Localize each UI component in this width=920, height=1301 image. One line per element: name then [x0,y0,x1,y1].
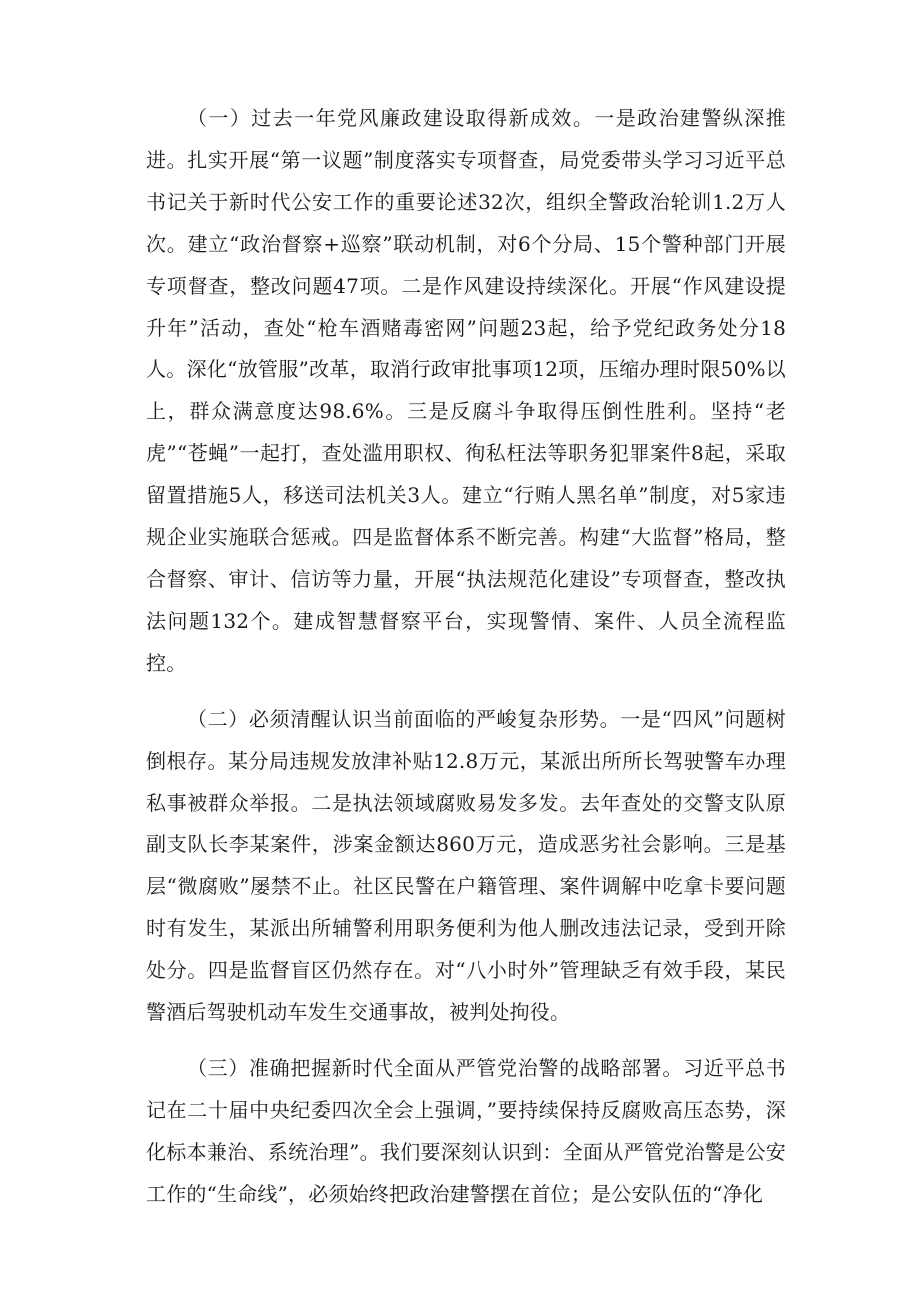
document-page [146,98,786,1230]
paragraph-1: （一）过去一年党风廉政建设取得新成效。一是政治建警纵深推进。扎实开展“第一议题”制度落实专项督查，局党委带头学习习近平总书记关于新时代公安工作的重要论述32次，组织全警政治轮训1.2万人次。建立“政治督察+巡察”联动机制，对6个分局、15个警种部门开展专项督查，整改问题47项。二是作风建设持续深化。开展“作风建设提升年”活动，查处“枪车酒赌毒密网”问题23起，给予党纪政务处分18人。深化“放管服”改革，取消行政审批事项12项，压缩办理时限50%以上，群众满意度达98.6%。三是反腐斗争取得压倒性胜利。坚持“老虎”“苍蝇”一起打，查处滥用职权、徇私枉法等职务犯罪案件8起，采取留置措施5人，移送司法机关3人。建立“行贿人黑名单”制度，对5家违规企业实施联合惩戒。四是监督体系不断完善。构建“大监督”格局，整合督察、审计、信访等力量，开展“执法规范化建设”专项督查，整改执法问题132个。建成智慧督察平台，实现警情、案件、人员全流程监控。 [146,106,786,675]
paragraph-3: （三）准确把握新时代全面从严管党治警的战略部署。习近平总书记在二十届中央纪委四次全会上强调，”要持续保持反腐败高压态势，深化标本兼治、系统治理”。我们要深刻认识到：全面从严管党治警是公安工作的“生命线”，必须始终把政治建警摆在首位；是公安队伍的“净化 [146,1055,786,1206]
paragraph-2: （二）必须清醒认识当前面临的严峻复杂形势。一是“四风”问题树倒根存。某分局违规发放津补贴12.8万元，某派出所所长驾驶警车办理私事被群众举报。二是执法领域腐败易发多发。去年查处的交警支队原副支队长李某案件，涉案金额达860万元，造成恶劣社会影响。三是基层“微腐败”屡禁不止。社区民警在户籍管理、案件调解中吃拿卡要问题时有发生，某派出所辅警利用职务便利为他人删改违法记录，受到开除处分。四是监督盲区仍然存在。对“八小时外”管理缺乏有效手段，某民警酒后驾驶机动车发生交通事故，被判处拘役。 [146,706,786,1025]
